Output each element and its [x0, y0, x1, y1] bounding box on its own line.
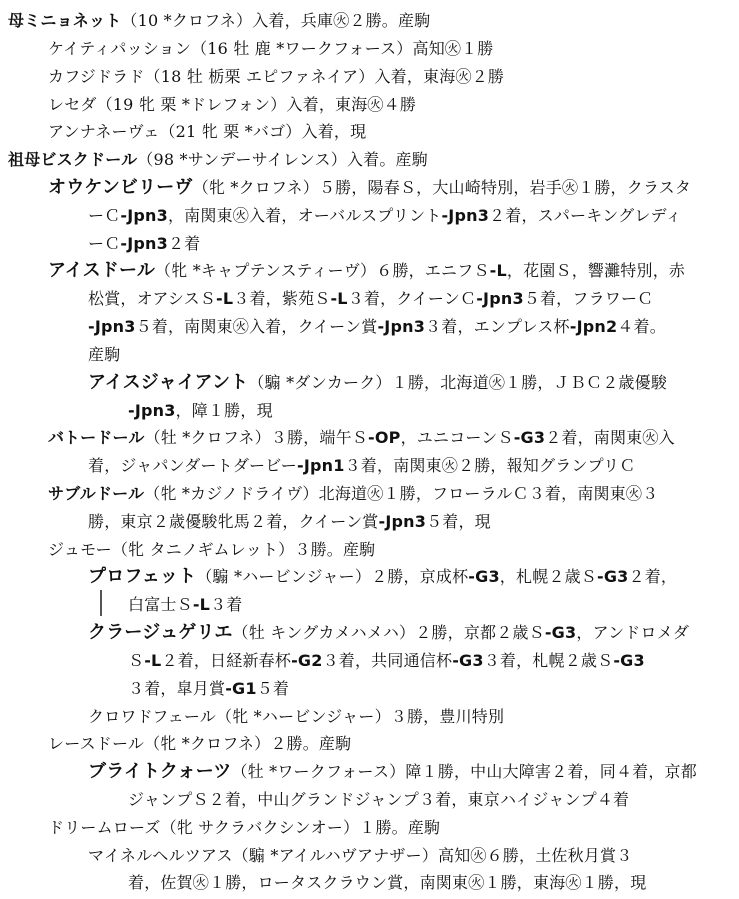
- grade-label: -G3: [468, 567, 500, 586]
- grade-label: -G3: [613, 651, 645, 670]
- continuation-line: [128, 872, 646, 894]
- line-text: ５着: [256, 679, 290, 698]
- dam-name: 母ミニョネット: [8, 11, 122, 30]
- line-text: ３着，エンプレス杯: [425, 317, 570, 336]
- line-text: マイネルヘルツアス（騸 *アイルハヴアナザー）高知㊋６勝，土佐秋月賞３: [88, 846, 633, 865]
- line-text: ，ユニコーンＳ: [400, 428, 514, 447]
- entry-line: [48, 539, 375, 561]
- entry-line: [88, 372, 667, 394]
- horse-name: クラージュゲリエ: [88, 622, 233, 643]
- line-text: ４着。: [617, 317, 666, 336]
- entry-line: [88, 706, 504, 728]
- grade-label: -L: [489, 261, 507, 280]
- line-text: （牡 キングカメハメハ）２勝，京都２歳Ｓ: [232, 623, 545, 642]
- grade-label: -G3: [452, 651, 484, 670]
- line-text: （牝 *カジノドライヴ）北海道㊋１勝，フローラルＣ３着，南関東㊋３: [144, 484, 659, 503]
- vertical-rule: [100, 590, 102, 616]
- line-text: ２着: [167, 234, 201, 253]
- line-text: 白富士Ｓ: [128, 595, 193, 614]
- entry-line: [48, 817, 440, 839]
- grade-label: -L: [216, 289, 234, 308]
- line-text: （10 *クロフネ）入着，兵庫㊋２勝。産駒: [121, 11, 431, 30]
- line-text: カフジドラド（18 牡 栃栗 エピファネイア）入着，東海㊋２勝: [48, 67, 505, 86]
- entry-line: [48, 260, 685, 282]
- line-text: 勝，東京２歳優駿牝馬２着，クイーン賞: [88, 512, 379, 531]
- offspring-line: [48, 121, 366, 143]
- line-text: ，障１勝，現: [175, 401, 273, 420]
- line-text: ３着，南関東㊋２勝，報知グランプリＣ: [344, 456, 636, 475]
- line-text: ３着，皐月賞: [128, 679, 226, 698]
- line-text: ３着: [210, 595, 243, 614]
- entry-line: [48, 733, 351, 755]
- line-text: ２着，スパーキングレディ: [489, 206, 682, 225]
- line-text: ーＣ: [88, 206, 121, 225]
- continuation-line: [128, 789, 629, 811]
- continuation-line: [128, 594, 242, 616]
- horse-name: バトードール: [48, 428, 145, 447]
- entry-line: [88, 761, 697, 783]
- line-text: レースドール（牝 *クロフネ）２勝。産駒: [48, 734, 352, 753]
- grade-label: -Jpn3: [476, 289, 524, 308]
- grade-label: -Jpn3: [441, 206, 490, 225]
- line-text: ２着，日経新春杯: [161, 651, 292, 670]
- offspring-line: [48, 94, 416, 116]
- grade-label: -Jpn3: [120, 206, 168, 225]
- grade-label: -L: [192, 595, 211, 614]
- continuation-line: [88, 316, 666, 338]
- line-text: ２着，: [628, 567, 678, 586]
- line-text: ５着，南関東㊋入着，クイーン賞: [135, 317, 378, 336]
- horse-name: プロフェット: [88, 566, 197, 587]
- line-text: ５着，現: [426, 512, 491, 531]
- horse-name: アイスジャイアント: [88, 372, 249, 393]
- grade-label: -Jpn3: [377, 317, 426, 336]
- line-text: クロワドフェール（牝 *ハービンジャー）３勝，豊川特別: [88, 707, 505, 726]
- line-text: （牡 *クロフネ）３勝，端午Ｓ: [144, 428, 369, 447]
- grade-label: -G1: [225, 679, 257, 698]
- line-text: ，南関東㊋入着，オーバルスプリント: [167, 206, 442, 225]
- grade-label: -Jpn2: [569, 317, 618, 336]
- granddam-entry-line: [8, 149, 428, 171]
- grade-label: -OP: [368, 428, 401, 447]
- line-text: ケイティパッション（16 牡 鹿 *ワークフォース）高知㊋１勝: [48, 39, 494, 58]
- line-text: ３着，紫苑Ｓ: [233, 289, 331, 308]
- grade-label: -Jpn3: [120, 234, 168, 253]
- line-text: 着，ジャパンダートダービー: [88, 456, 298, 475]
- offspring-line: [48, 38, 494, 60]
- grade-label: -G2: [291, 651, 323, 670]
- continuation-line: [128, 400, 273, 422]
- line-text: ２着，南関東㊋入: [545, 428, 675, 447]
- line-text: 産駒: [88, 345, 121, 364]
- continuation-line: [88, 455, 636, 477]
- horse-name: アイスドール: [48, 260, 156, 281]
- line-text: ，花園Ｓ，響灘特別，赤: [506, 261, 686, 280]
- horse-name: ブライトクォーツ: [88, 761, 232, 782]
- grade-label: -Jpn1: [297, 456, 345, 475]
- line-text: ジュモー（牝 タニノギムレット）３勝。産駒: [48, 540, 376, 559]
- continuation-line: [88, 511, 491, 533]
- horse-name: サブルドール: [48, 484, 145, 503]
- grade-label: -G3: [513, 428, 546, 447]
- grade-label: -Jpn3: [378, 512, 427, 531]
- line-text: レセダ（19 牝 栗 *ドレフォン）入着，東海㊋４勝: [48, 95, 417, 114]
- continuation-line: [88, 288, 653, 310]
- line-text: Ｓ: [128, 651, 145, 670]
- granddam-name: 祖母ビスクドール: [8, 150, 138, 169]
- line-text: ３着，札幌２歳Ｓ: [483, 651, 614, 670]
- continuation-line: [128, 650, 645, 672]
- line-text: ，札幌２歳Ｓ: [499, 567, 597, 586]
- line-text: （騸 *ハービンジャー）２勝，京成杯: [196, 567, 469, 586]
- entry-line: [48, 483, 658, 505]
- line-text: ーＣ: [88, 234, 121, 253]
- line-text: 松賞，オアシスＳ: [88, 289, 217, 308]
- line-text: ５着，フラワーＣ: [523, 289, 654, 308]
- continuation-line: [128, 678, 289, 700]
- grade-label: -L: [330, 289, 348, 308]
- continuation-line: [88, 344, 120, 366]
- line-text: 着，佐賀㊋１勝，ロータスクラウン賞，南関東㊋１勝，東海㊋１勝，現: [128, 873, 647, 892]
- dam-entry-line: [8, 10, 430, 32]
- line-text: （牝 *クロフネ）５勝，陽春Ｓ，大山崎特別，岩手㊋１勝，クラスタ: [192, 178, 692, 197]
- grade-label: -Jpn3: [128, 401, 176, 420]
- line-text: ，アンドロメダ: [576, 623, 690, 642]
- continuation-line: [88, 205, 682, 227]
- horse-name: オウケンビリーヴ: [48, 177, 193, 198]
- grade-label: -Jpn3: [88, 317, 136, 336]
- entry-line: [48, 427, 675, 449]
- line-text: ３着，クイーンＣ: [347, 289, 477, 308]
- grade-label: -L: [144, 651, 162, 670]
- line-text: ３着，共同通信杯: [322, 651, 453, 670]
- continuation-line: [88, 233, 200, 255]
- line-text: アンナネーヴェ（21 牝 栗 *バゴ）入着，現: [48, 122, 367, 141]
- entry-line: [48, 177, 691, 199]
- entry-line: [88, 622, 689, 644]
- entry-line: [88, 566, 677, 588]
- line-text: （騸 *ダンカーク）１勝，北海道㊋１勝，ＪＢＣ２歳優駿: [248, 373, 668, 392]
- line-text: （98 *サンデーサイレンス）入着。産駒: [137, 150, 428, 169]
- offspring-line: [48, 66, 504, 88]
- line-text: （牡 *ワークフォース）障１勝，中山大障害２着，同４着，京都: [231, 762, 697, 781]
- grade-label: -G3: [597, 567, 629, 586]
- line-text: ドリームローズ（牝 サクラバクシンオー）１勝。産駒: [48, 818, 441, 837]
- entry-line: [88, 845, 632, 867]
- grade-label: -G3: [544, 623, 577, 642]
- line-text: ジャンプＳ２着，中山グランドジャンプ３着，東京ハイジャンプ４着: [128, 790, 630, 809]
- line-text: （牝 *キャプテンスティーヴ）６勝，エニフＳ: [155, 261, 490, 280]
